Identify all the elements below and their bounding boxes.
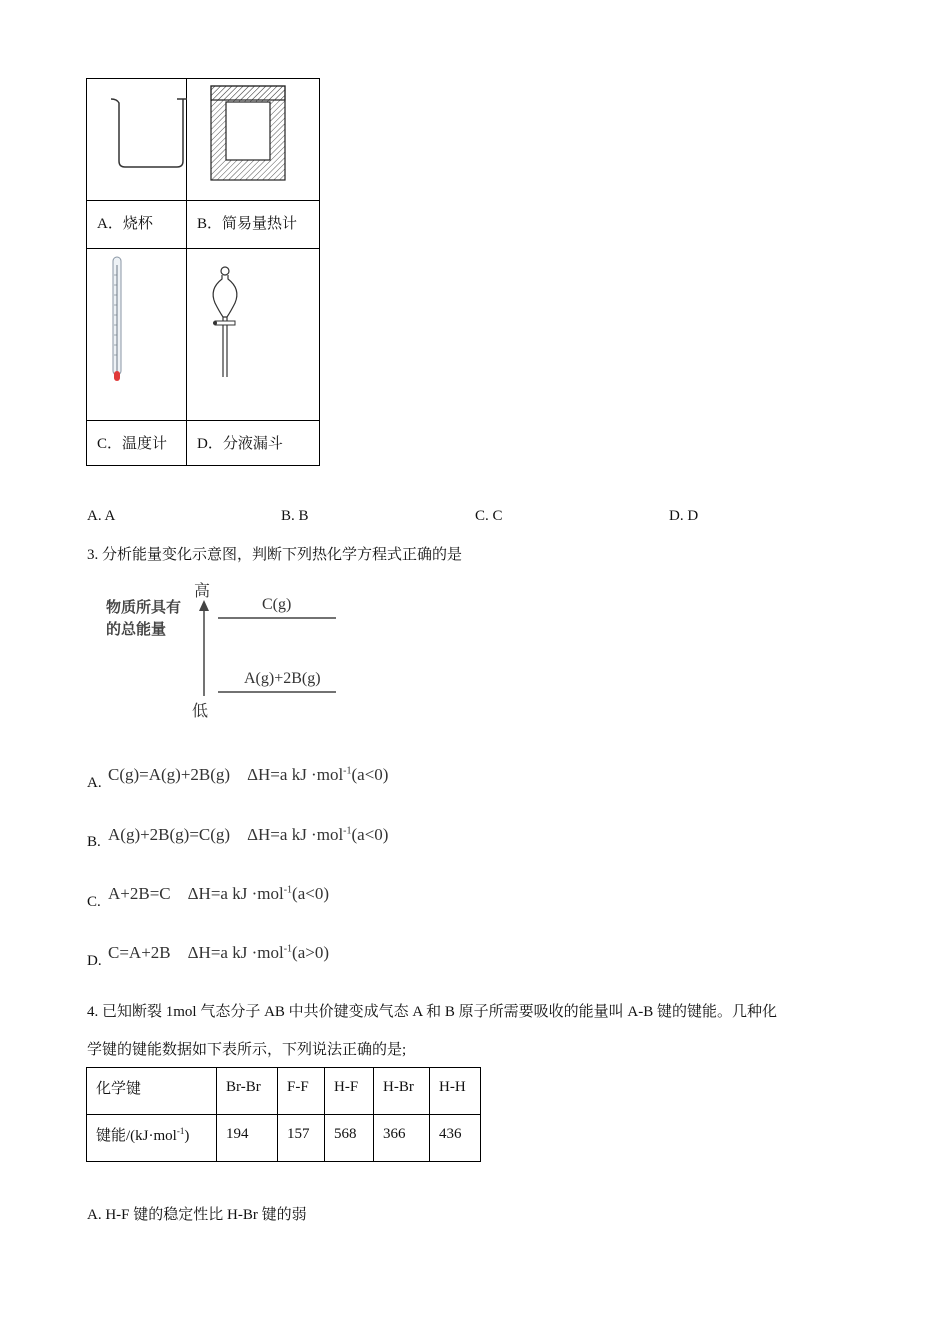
apparatus-table: [86, 78, 320, 466]
table-row: [87, 1115, 481, 1162]
table-cell: 366: [374, 1115, 430, 1162]
q3-option-a-equation[interactable]: [108, 760, 388, 785]
diagram-upper-level-label: C(g): [262, 596, 292, 613]
diagram-axes: [104, 574, 344, 722]
diagram-axis-label-2: 的总能量: [106, 620, 167, 638]
table-cell: 157: [278, 1115, 325, 1162]
table-header-cell: H-F: [325, 1068, 374, 1115]
table-divider: [87, 248, 319, 249]
equation-text: A(g)+2B(g)=C(g) ΔH=a kJ ·mol: [108, 825, 344, 844]
table-divider: [87, 420, 319, 421]
row-label-text: 键能/(kJ·mol: [96, 1127, 177, 1144]
diagram-high-label: 高: [194, 583, 211, 600]
q2-choice-c[interactable]: C. C: [475, 508, 503, 524]
table-row: [87, 1068, 481, 1115]
calorimeter-icon: [210, 85, 286, 181]
apparatus-label-b: B．简易量热计: [197, 216, 298, 232]
equation-tail: (a<0): [292, 884, 330, 903]
q3-option-c-label[interactable]: C.: [87, 894, 101, 910]
equation-tail: (a<0): [351, 765, 389, 784]
apparatus-label-d: D．分液漏斗: [197, 436, 283, 452]
q3-option-c-equation[interactable]: [108, 879, 329, 904]
q2-choice-b[interactable]: B. B: [281, 508, 309, 524]
q3-option-d-equation[interactable]: [108, 938, 329, 963]
equation-sup: -1: [343, 825, 352, 837]
q3-option-b-label[interactable]: B.: [87, 834, 101, 850]
equation-sup: -1: [283, 884, 293, 896]
apparatus-label-c: C．温度计: [97, 436, 168, 452]
beaker-icon: [107, 93, 187, 173]
equation-text: A+2B=C ΔH=a kJ ·mol: [108, 884, 284, 903]
row-label-sup: -1: [176, 1125, 185, 1136]
table-cell: 436: [430, 1115, 481, 1162]
equation-sup: -1: [283, 943, 293, 955]
apparatus-label-a: A．烧杯: [97, 216, 153, 232]
q4-stem-line1: 4. 已知断裂 1mol 气态分子 AB 中共价键变成气态 A 和 B 原子所需要吸收的能量叫 A-B 键的键能。几种化: [87, 1004, 778, 1020]
table-header-cell: H-H: [430, 1068, 481, 1115]
q3-option-d-label[interactable]: D.: [87, 953, 102, 969]
equation-text: C(g)=A(g)+2B(g) ΔH=a kJ ·mol: [108, 765, 344, 784]
q3-option-a-label[interactable]: A.: [87, 775, 102, 791]
q4-option-a[interactable]: A. H-F 键的稳定性比 H-Br 键的弱: [87, 1207, 307, 1223]
q2-choice-a[interactable]: A. A: [87, 508, 116, 524]
q2-choice-d[interactable]: D. D: [669, 508, 699, 524]
q4-stem-line2: 学键的键能数据如下表所示，下列说法正确的是;: [87, 1042, 407, 1058]
diagram-low-label: 低: [192, 703, 209, 720]
table-header-cell: H-Br: [374, 1068, 430, 1115]
diagram-axis-label-1: 物质所具有: [106, 598, 182, 616]
diagram-lower-level-label: A(g)+2B(g): [244, 670, 321, 687]
bond-energy-table: [86, 1067, 481, 1162]
equation-tail: (a<0): [351, 825, 389, 844]
table-header-cell: Br-Br: [217, 1068, 278, 1115]
table-cell: 194: [217, 1115, 278, 1162]
separatory-funnel-icon: [205, 265, 245, 381]
table-header-cell: 化学键: [87, 1068, 217, 1115]
table-row-label: [87, 1115, 217, 1162]
table-divider: [87, 200, 319, 201]
equation-tail: (a>0): [292, 943, 330, 962]
row-label-tail: ): [184, 1127, 190, 1144]
q3-stem: 3. 分析能量变化示意图，判断下列热化学方程式正确的是: [87, 547, 463, 563]
energy-diagram: [104, 574, 344, 722]
q3-option-b-equation[interactable]: [108, 820, 388, 845]
thermometer-icon: [109, 255, 125, 385]
equation-text: C=A+2B ΔH=a kJ ·mol: [108, 943, 284, 962]
table-header-cell: F-F: [278, 1068, 325, 1115]
equation-sup: -1: [343, 765, 352, 777]
table-cell: 568: [325, 1115, 374, 1162]
